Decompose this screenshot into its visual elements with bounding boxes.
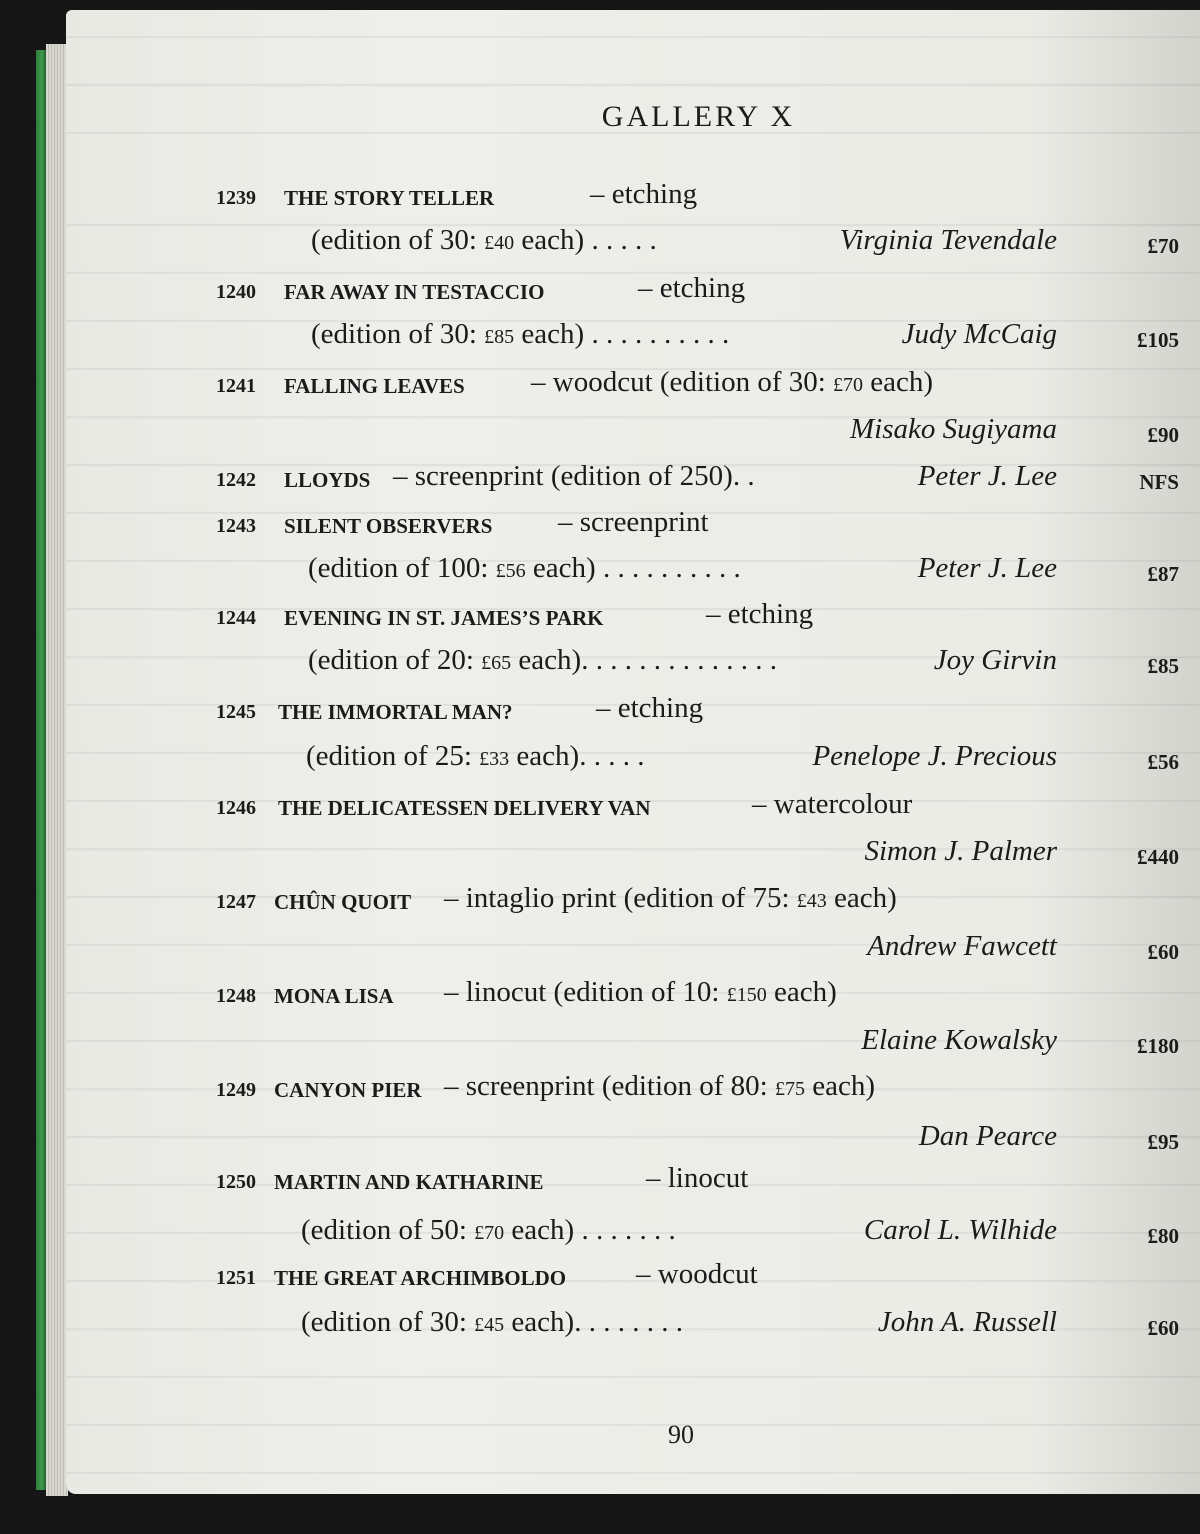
entry-medium: – intaglio print (edition of 75: £43 each) — [444, 882, 897, 914]
entry-edition: (edition of 25: £33 each). . . . . — [306, 740, 645, 772]
entry-medium: – watercolour — [752, 788, 913, 820]
book-spine-edge — [36, 50, 46, 1490]
entry-detail-line — [66, 835, 1200, 881]
entry-number: 1251 — [216, 1267, 256, 1289]
entry-detail-line — [66, 1024, 1200, 1070]
entry-artist: Dan Pearce — [918, 1120, 1057, 1152]
entry-edition: (edition of 30: £85 each) . . . . . . . . . . — [311, 318, 730, 350]
entry-number: 1249 — [216, 1079, 256, 1101]
entry-edition: (edition of 20: £65 each). . . . . . . . . . . . . . — [308, 644, 777, 676]
page-title: GALLERY X — [601, 100, 796, 133]
catalogue-page — [66, 10, 1200, 1494]
entry-artist: Judy McCaig — [901, 318, 1057, 350]
entry-title: FALLING LEAVES — [284, 374, 465, 398]
entry-artist: Peter J. Lee — [917, 552, 1057, 584]
entry-price: £105 — [1137, 328, 1179, 352]
entry-detail-line — [66, 1306, 1200, 1352]
catalogue-list — [66, 10, 1200, 1494]
entry-title: EVENING IN ST. JAMES’S PARK — [284, 606, 604, 630]
entry-title-line — [66, 788, 1200, 834]
entry-detail-line — [66, 740, 1200, 786]
entry-number: 1250 — [216, 1171, 256, 1193]
entry-title-line — [66, 1070, 1200, 1116]
entry-artist: Andrew Fawcett — [867, 930, 1057, 962]
entry-detail-line — [66, 318, 1200, 364]
entry-title-line — [66, 460, 1200, 506]
entry-medium: – woodcut (edition of 30: £70 each) — [531, 366, 934, 398]
entry-title-line — [66, 1162, 1200, 1208]
entry-edition: (edition of 30: £40 each) . . . . . — [311, 224, 657, 256]
entry-title: CHÛN QUOIT — [274, 890, 412, 914]
entry-number: 1239 — [216, 187, 256, 209]
entry-medium: – screenprint (edition of 250). . — [393, 460, 755, 492]
entry-detail-line — [66, 413, 1200, 459]
entry-number: 1248 — [216, 985, 256, 1007]
entry-title: MARTIN AND KATHARINE — [274, 1170, 544, 1194]
entry-title: FAR AWAY IN TESTACCIO — [284, 280, 545, 304]
entry-price: £87 — [1147, 562, 1179, 586]
entry-title-line — [66, 882, 1200, 928]
entry-artist: Virginia Tevendale — [839, 224, 1057, 256]
entry-detail-line — [66, 1214, 1200, 1260]
entry-medium: – etching — [638, 272, 746, 304]
entry-title-line — [66, 272, 1200, 318]
entry-edition: (edition of 30: £45 each). . . . . . . . — [301, 1306, 683, 1338]
entry-detail-line — [66, 644, 1200, 690]
entry-title: THE IMMORTAL MAN? — [278, 700, 513, 724]
page-stack-edge — [46, 44, 68, 1496]
entry-number: 1246 — [216, 797, 256, 819]
entry-title-line — [66, 506, 1200, 552]
page-number: 90 — [668, 1420, 694, 1449]
entry-artist: Peter J. Lee — [917, 460, 1057, 492]
entry-price: £56 — [1147, 750, 1179, 774]
entry-price: £90 — [1147, 423, 1179, 447]
entry-artist: Carol L. Wilhide — [863, 1214, 1057, 1246]
entry-artist: Joy Girvin — [933, 644, 1057, 676]
entry-title: THE GREAT ARCHIMBOLDO — [274, 1266, 567, 1290]
entry-medium: – etching — [590, 178, 698, 210]
entry-number: 1244 — [216, 607, 256, 629]
entry-medium: – screenprint — [558, 506, 709, 538]
entry-title-line — [66, 178, 1200, 224]
entry-price: £95 — [1147, 1130, 1179, 1154]
entry-price: £85 — [1147, 654, 1179, 678]
entry-number: 1242 — [216, 469, 256, 491]
entry-title: LLOYDS — [284, 468, 371, 492]
entry-price: £80 — [1147, 1224, 1179, 1248]
entry-price: NFS — [1139, 470, 1179, 494]
entry-artist: Misako Sugiyama — [850, 413, 1057, 445]
entry-title: SILENT OBSERVERS — [284, 514, 493, 538]
entry-title: CANYON PIER — [274, 1078, 422, 1102]
entry-number: 1243 — [216, 515, 256, 537]
entry-title-line — [66, 976, 1200, 1022]
entry-medium: – etching — [596, 692, 704, 724]
entry-edition: (edition of 50: £70 each) . . . . . . . — [301, 1214, 676, 1246]
entry-number: 1245 — [216, 701, 256, 723]
entry-title: THE DELICATESSEN DELIVERY VAN — [278, 796, 651, 820]
entry-medium: – etching — [706, 598, 814, 630]
entry-artist: Simon J. Palmer — [864, 835, 1057, 867]
entry-artist: John A. Russell — [877, 1306, 1057, 1338]
entry-price: £60 — [1147, 1316, 1179, 1340]
entry-artist: Elaine Kowalsky — [861, 1024, 1057, 1056]
entry-price: £180 — [1137, 1034, 1179, 1058]
entry-number: 1247 — [216, 891, 256, 913]
entry-medium: – woodcut — [636, 1258, 758, 1290]
entry-medium: – linocut — [646, 1162, 749, 1194]
entry-detail-line — [66, 1120, 1200, 1166]
entry-title-line — [66, 1258, 1200, 1304]
entry-medium: – screenprint (edition of 80: £75 each) — [444, 1070, 876, 1102]
entry-title: MONA LISA — [274, 984, 394, 1008]
entry-price: £440 — [1137, 845, 1179, 869]
entry-title: THE STORY TELLER — [284, 186, 495, 210]
entry-title-line — [66, 692, 1200, 738]
entry-number: 1240 — [216, 281, 256, 303]
entry-detail-line — [66, 930, 1200, 976]
entry-number: 1241 — [216, 375, 256, 397]
entry-title-line — [66, 598, 1200, 644]
entry-medium: – linocut (edition of 10: £150 each) — [444, 976, 837, 1008]
entry-price: £70 — [1147, 234, 1179, 258]
entry-price: £60 — [1147, 940, 1179, 964]
entry-edition: (edition of 100: £56 each) . . . . . . . . . . — [308, 552, 741, 584]
entry-title-line — [66, 366, 1200, 412]
entry-detail-line — [66, 552, 1200, 598]
entry-artist: Penelope J. Precious — [812, 740, 1057, 772]
entry-detail-line — [66, 224, 1200, 270]
